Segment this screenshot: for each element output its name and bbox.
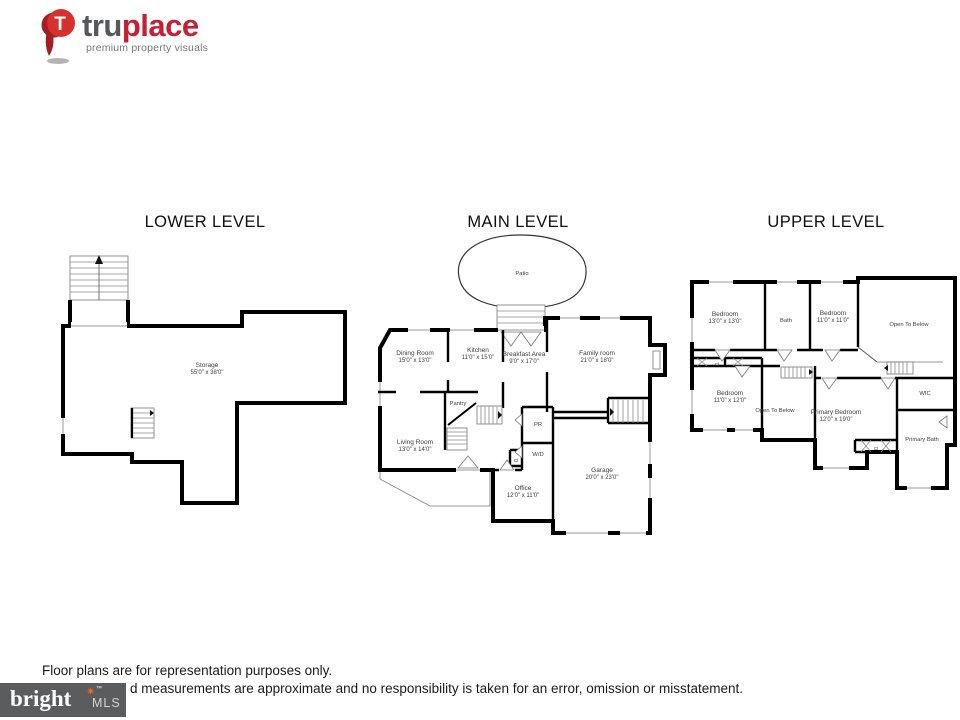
storage-outline xyxy=(63,312,345,503)
truplace-logo xyxy=(30,4,290,66)
brand-name xyxy=(82,10,199,41)
bright-mls-trademark: ™ xyxy=(96,686,102,692)
room-label-bedroom3: Bedroom 11'0" x 12'0" xyxy=(713,390,747,405)
room-label-bath: Bath xyxy=(780,318,792,324)
exterior-stairs-icon xyxy=(70,255,128,327)
brand-name-place: place xyxy=(121,8,199,43)
room-label-cl-bottom: Cl xyxy=(873,447,879,452)
bright-mls-logo xyxy=(0,683,126,717)
disclaimer-line-2: d measurements are approximate and no responsibility is taken for an error, omission or misstatement. xyxy=(130,681,744,696)
room-label-open-below-mid: Open To Below xyxy=(755,408,795,414)
room-label-primary-bedroom: Primary Bedroom 12'0" x 19'0" xyxy=(810,409,862,424)
lower-level-plan xyxy=(55,250,355,512)
main-level-plan xyxy=(368,232,670,550)
room-label-pr: PR xyxy=(533,422,543,428)
bright-mls-suffix: MLS xyxy=(92,696,121,710)
storage-dims: 55'0" x 38'0" xyxy=(190,370,224,377)
lower-level-drawing xyxy=(55,250,355,512)
room-label-open-below-top: Open To Below xyxy=(889,322,929,328)
level-title-lower: LOWER LEVEL xyxy=(144,213,266,231)
upper-stairs-mid-icon xyxy=(781,367,813,378)
room-label-primary-bath: Primary Bath xyxy=(905,437,939,443)
level-title-upper: UPPER LEVEL xyxy=(767,213,885,231)
bright-mls-star-icon: ✷ xyxy=(86,686,96,698)
porch-outline xyxy=(380,472,490,506)
upper-level-plan xyxy=(685,240,960,495)
room-label-pantry: Pantry xyxy=(449,401,467,407)
room-label-breakfast: Breakfast Area 9'0" x 17'0" xyxy=(502,351,546,366)
room-label-bedroom2: Bedroom 11'0" x 11'0" xyxy=(816,310,850,325)
fireplace-icon xyxy=(653,351,660,369)
patio-name: Patio xyxy=(515,271,529,277)
upper-level-drawing xyxy=(685,240,960,495)
truplace-pin-icon xyxy=(38,6,82,66)
room-label-cl-top: Cl xyxy=(714,363,720,368)
staircase-icon xyxy=(131,408,154,438)
storage-name: Storage xyxy=(195,362,219,370)
brand-name-tru: tru xyxy=(82,8,122,43)
brand-tagline: premium property visuals xyxy=(86,42,209,54)
room-label-cl: Cl xyxy=(513,459,519,464)
room-label-dining: Dining Room 15'0" x 13'0" xyxy=(396,350,434,365)
svg-text:T: T xyxy=(54,14,66,35)
room-label-garage: Garage 20'0" x 23'0" xyxy=(585,467,619,482)
room-label-patio xyxy=(515,261,528,281)
room-label-living: Living Room 13'0" x 14'0" xyxy=(396,439,434,454)
room-label-kitchen: Kitchen 11'0" x 15'0" xyxy=(461,347,495,362)
room-label-office: Office 12'0" x 11'0" xyxy=(506,485,540,500)
bright-mls-wordmark: bright xyxy=(10,686,72,711)
disclaimer-line-1: Floor plans are for representation purposes only. xyxy=(42,663,333,678)
room-label-bedroom1: Bedroom 13'0" x 13'0" xyxy=(708,311,742,326)
room-label-storage xyxy=(191,362,224,378)
room-label-wic: WIC xyxy=(919,391,931,397)
room-label-wd: W/D xyxy=(532,452,544,458)
room-label-family: Family room 21'0" x 18'0" xyxy=(579,350,615,365)
level-title-main: MAIN LEVEL xyxy=(467,213,569,231)
